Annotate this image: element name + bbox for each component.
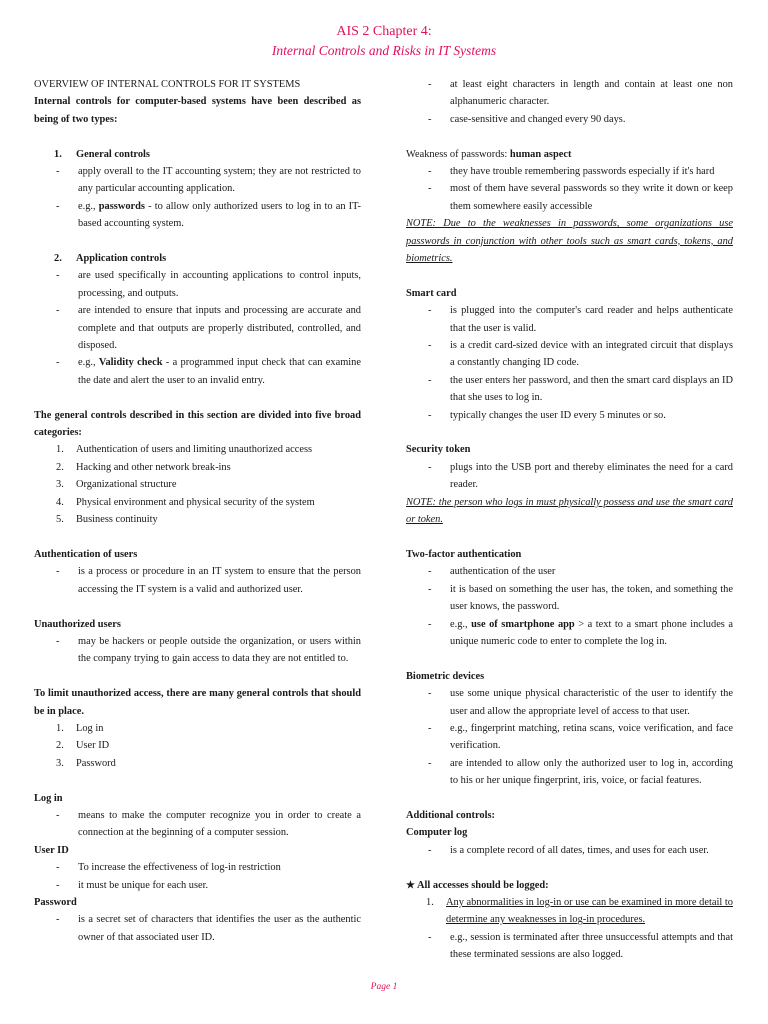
bullet-item [406,459,733,494]
login-list [34,807,361,842]
security-token-list [406,459,733,494]
item-number: 3. [56,479,64,491]
dash-bullet: - [428,618,432,630]
dash-bullet: - [56,357,60,369]
bullet-item [34,807,361,842]
item-text: are used specifically in accounting applications to control inputs, processing, and outputs. [78,270,361,299]
item-text [450,616,733,651]
star-icon: ★ [406,879,415,891]
item-text: it is based on something the user has, the token, and something the user knows, the password. [450,583,733,613]
bullet-item [406,616,733,651]
dash-bullet: - [428,461,432,473]
item-number: 4. [56,496,64,508]
login-heading: Log in [34,792,63,804]
dash-bullet: - [56,879,60,891]
dash-bullet: - [428,688,432,700]
authentication-list [34,563,361,598]
categories-heading: The general controls described in this section are divided into five broad categories: [34,409,361,439]
dash-bullet: - [428,79,432,90]
password-heading: Password [34,896,77,908]
weakness-list [406,163,733,215]
bullet-item [406,720,733,755]
item-text: means to make the computer recognize you in order to create a connection at the beginning of a computer session. [78,809,361,839]
dash-bullet: - [56,305,60,317]
weakness-prefix: Weakness of passwords: [406,148,510,160]
bullet-item [34,563,361,598]
bullet-item [406,407,733,424]
item-text: e.g., fingerprint matching, retina scans, voice verification, and face verification. [450,722,733,752]
item-suffix: - a programmed input check that can examine the date and alert the user to an invalid entry. [78,357,361,386]
bullet-item [406,76,733,111]
item-text: is a complete record of all dates, times, and uses for each user. [450,844,709,856]
bullet-item [406,685,733,720]
numbered-item [34,755,361,772]
dash-bullet: - [428,340,432,352]
logging-number: 1. [426,896,434,908]
item-text: the user enters her password, and then the smart card displays an ID that she uses to log in. [450,374,733,404]
bullet-item [34,633,361,668]
dash-bullet: - [428,583,432,595]
dash-bullet: - [56,862,60,874]
numbered-item [34,720,361,737]
categories-list [34,441,361,528]
item-number: 2. [56,740,64,752]
computer-log-list [406,842,733,859]
application-controls-label: Application controls [76,253,167,265]
overview-heading: OVERVIEW OF INTERNAL CONTROLS FOR IT SYSTEMS [34,79,301,90]
smart-card-heading: Smart card [406,287,457,299]
item-text: may be hackers or people outside the organization, or users within the company trying to gain access to data they are not entitled to. [78,635,361,665]
overview-intro: Internal controls for computer-based systems have been described as being of two types: [34,96,361,125]
smart-card-list [406,302,733,424]
item-number: 2. [56,461,64,473]
bullet-item [406,163,733,180]
numbered-item [34,511,361,528]
application-controls-number: 2. [54,253,62,265]
item-text: Organizational structure [76,479,177,491]
weakness-emphasis: human aspect [509,148,572,160]
dash-bullet: - [56,914,60,926]
numbered-item [34,441,361,458]
dash-bullet: - [56,270,60,282]
password-list [34,911,361,946]
item-text: it must be unique for each user. [78,879,209,891]
application-controls-heading [34,250,361,267]
item-text: typically changes the user ID every 5 minutes or so. [450,409,666,421]
all-accesses-label: All accesses should be logged: [417,879,549,891]
item-text: Authentication of users and limiting unauthorized access [76,444,313,456]
bullet-item [406,337,733,372]
item-suffix: - to allow only authorized users to log in to an IT-based accounting system. [78,200,361,230]
logging-text: Any abnormalities in log-in or use can be examined in more detail to determine any weaknesses in log-in procedures. [446,896,733,926]
document-title: AIS 2 Chapter 4: [336,24,432,39]
item-text: Log in [76,722,104,734]
bullet-item [406,755,733,790]
numbered-item [34,476,361,493]
item-emphasis: use of smartphone app [471,618,575,630]
bullet-item [34,163,361,198]
item-text: apply overall to the IT accounting system; they are not restricted to any particular accounting application. [78,166,361,195]
item-text [78,198,361,233]
bullet-item [406,563,733,580]
item-text: Business continuity [76,514,158,526]
bullet-item [34,911,361,946]
dash-bullet: - [56,635,60,647]
note-passwords: NOTE: Due to the weaknesses in passwords, some organizations use passwords in conjunction with other tools such as smart cards, tokens, and biometrics. [406,218,733,265]
bullet-item [406,302,733,337]
item-text: case-sensitive and changed every 90 days. [450,113,626,125]
item-text: Hacking and other network break-ins [76,461,231,473]
item-text: is plugged into the computer's card reader and helps authenticate that the user is valid. [450,305,733,334]
bullet-item [406,372,733,407]
unauthorized-users-heading: Unauthorized users [34,618,121,630]
dash-bullet: - [428,844,432,856]
item-prefix: e.g., [450,618,472,630]
logging-item [406,894,733,929]
additional-controls-heading: Additional controls: [406,809,496,821]
biometric-list [406,685,733,789]
user-id-list [34,859,361,894]
item-text: most of them have several passwords so they write it down or keep them somewhere easily accessible [450,183,733,212]
bullet-item [34,354,361,389]
note-token: NOTE: the person who logs in must physically possess and use the smart card or token. [406,496,733,526]
dash-bullet: - [428,757,432,769]
item-text: use some unique physical characteristic of the user to identify the user and allow the appropriate level of access to that user. [450,688,733,717]
item-emphasis: Validity check [98,357,163,369]
general-controls-heading [34,146,361,163]
logging-example-list [406,929,733,964]
item-text: they have trouble remembering passwords especially if it's hard [450,166,715,178]
two-factor-list [406,563,733,650]
bullet-item [34,859,361,876]
bullet-item [34,198,361,233]
dash-bullet: - [428,722,432,734]
general-controls-list [34,163,361,233]
authentication-heading: Authentication of users [34,548,138,560]
dash-bullet: - [56,566,60,578]
item-prefix: e.g., [78,357,99,369]
bullet-item [406,111,733,128]
password-requirements-list [406,76,733,128]
item-text: are intended to allow only the authorized user to log in, according to his or her unique fingerprint, iris, voice, or facial features. [450,757,733,787]
numbered-item [34,737,361,754]
item-text: is a credit card-sized device with an integrated circuit that displays a constantly changing ID code. [450,340,733,369]
all-accesses-heading [406,877,733,894]
document-subtitle: Internal Controls and Risks in IT Systems [271,43,497,58]
dash-bullet: - [428,305,432,317]
user-id-heading: User ID [34,844,69,856]
numbered-item [34,459,361,476]
item-number: 3. [56,757,64,769]
dash-bullet: - [428,409,432,421]
general-controls-number: 1. [54,148,62,160]
item-number: 5. [56,514,64,526]
item-text [78,354,361,389]
dash-bullet: - [56,200,60,212]
item-text: is a process or procedure in an IT system to ensure that the person accessing the IT system is a valid and authorized user. [78,566,361,595]
item-text: Physical environment and physical security of the system [76,496,315,508]
limit-access-heading: To limit unauthorized access, there are many general controls that should be in place. [34,688,361,717]
bullet-item [406,581,733,616]
two-factor-heading: Two-factor authentication [406,548,522,560]
item-text: are intended to ensure that inputs and processing are accurate and complete and that outputs are properly distributed, controlled, and disposed. [78,305,361,352]
item-prefix: e.g., [78,200,99,212]
bullet-item [406,842,733,859]
bullet-item [34,267,361,302]
dash-bullet: - [56,166,60,178]
computer-log-heading: Computer log [406,827,468,839]
item-text: is a secret set of characters that identifies the user as the authentic owner of that associated user ID. [78,914,361,943]
bullet-item [406,929,733,964]
dash-bullet: - [56,809,60,821]
dash-bullet: - [428,566,432,578]
item-text: To increase the effectiveness of log-in restriction [78,862,281,874]
bullet-item [34,877,361,894]
limit-access-list [34,720,361,772]
item-number: 1. [56,722,64,734]
right-column [406,76,733,964]
dash-bullet: - [428,166,432,178]
application-controls-list [34,267,361,389]
bullet-item [34,302,361,354]
numbered-item [34,494,361,511]
dash-bullet: - [428,113,432,125]
dash-bullet: - [428,931,432,943]
item-text: at least eight characters in length and contain at least one non alphanumeric character. [450,79,733,108]
item-text: e.g., session is terminated after three unsuccessful attempts and that these terminated sessions are also logged. [450,931,733,961]
dash-bullet: - [428,374,432,386]
item-number: 1. [56,444,64,456]
security-token-heading: Security token [406,444,471,456]
item-text: User ID [76,740,110,752]
bullet-item [406,180,733,215]
item-suffix: > a text to a smart phone includes a unique numeric code to enter to complete the log in. [450,618,733,647]
item-text: Password [76,757,116,769]
general-controls-label: General controls [76,148,150,160]
dash-bullet: - [428,183,432,195]
biometric-heading: Biometric devices [406,670,485,682]
left-column [34,76,361,946]
weakness-heading [406,146,733,163]
item-text: authentication of the user [450,566,556,578]
unauthorized-users-list [34,633,361,668]
page-number: Page 1 [370,982,398,992]
item-text: plugs into the USB port and thereby eliminates the need for a card reader. [450,461,733,491]
item-emphasis: passwords [98,200,145,212]
